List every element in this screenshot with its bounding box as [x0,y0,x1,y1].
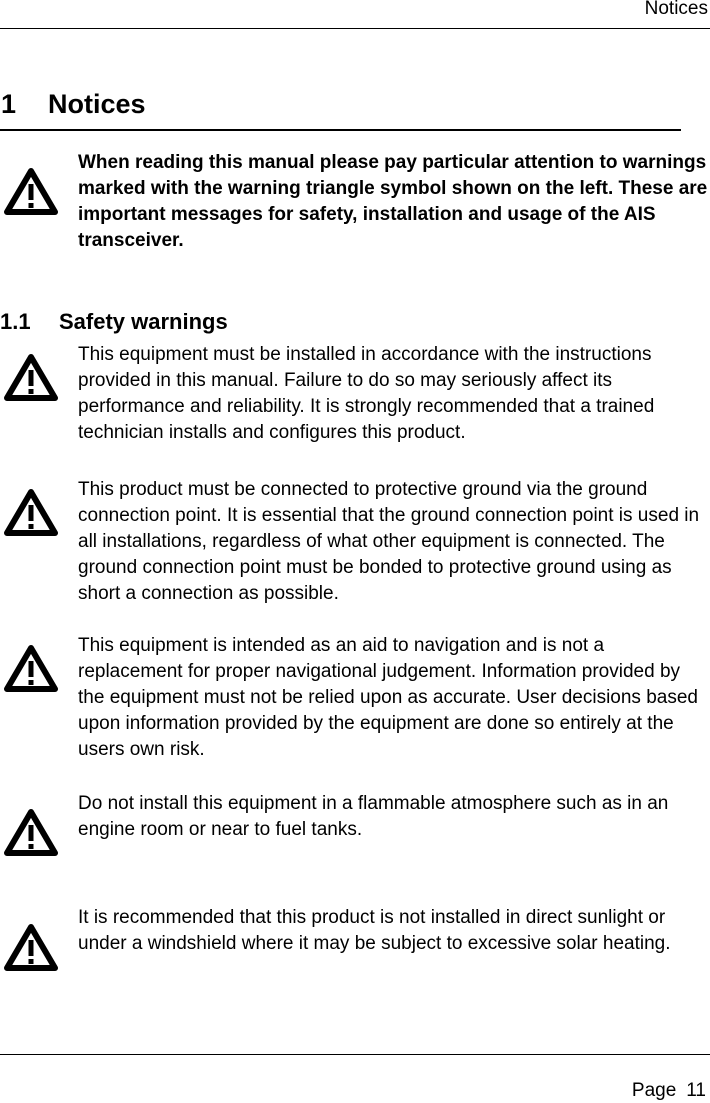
running-header-title: Notices [644,0,708,19]
page-footer [632,1079,706,1103]
footer-divider [0,1054,710,1055]
warning-triangle-icon [3,353,59,403]
warning-triangle-icon [3,644,59,694]
chapter-divider [0,129,681,131]
section-title: Safety warnings [59,309,228,334]
chapter-number: 1 [1,89,17,119]
chapter-title: Notices [48,89,146,119]
safety-warning-text: It is recommended that this product is not installed in direct sunlight or under a windshield where it may be subject to excessive solar heating. [78,907,671,954]
safety-warning-text: This product must be connected to protective ground via the ground connection point. It is essential that the ground connection point is used in all installations, regardless of what other equipment is connected. The ground connection point must be bonded to protective ground using as short a connection as possible. [78,479,700,604]
warning-triangle-icon [3,923,59,973]
warning-triangle-icon [3,167,59,217]
warning-triangle-icon [3,808,59,858]
section-number: 1.1 [0,309,31,334]
section-heading [0,308,228,336]
safety-warning-text: This equipment is intended as an aid to navigation and is not a replacement for proper navigational judgement. Information provided by the equipment must not be relied upon as accurate. User decisions based upon information provided by the equipment are done so entirely at the users own risk. [78,635,698,760]
safety-warning-text: This equipment must be installed in accordance with the instructions provided in this manual. Failure to do so may seriously affect its performance and reliability. It is strongly recommended that a trained technician installs and configures this product. [78,344,655,443]
intro-notice-text: When reading this manual please pay particular attention to warnings marked with the warning triangle symbol shown on the left. These are important messages for safety, installation and usage of the AIS transceiver. [78,152,708,251]
page-label: Page [631,1080,677,1101]
warning-triangle-icon [3,488,59,538]
header-divider [0,28,710,29]
chapter-heading [1,88,146,120]
safety-warning-text: Do not install this equipment in a flammable atmosphere such as in an engine room or near to fuel tanks. [78,793,669,840]
page-number: 11 [686,1080,706,1101]
